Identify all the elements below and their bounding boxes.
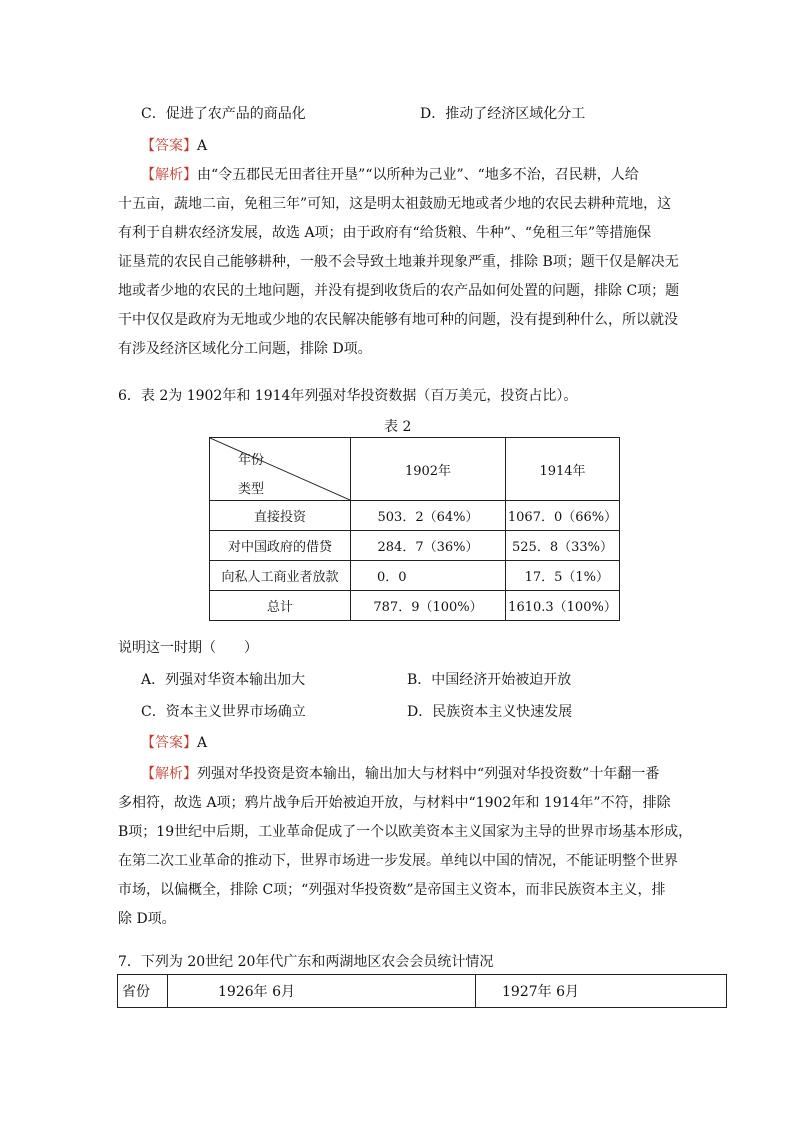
analysis-line: 十五亩，蔬地二亩，免租三年”可知，这是明太祖鼓励无地或者少地的农民去耕种荒地，这 — [118, 196, 672, 212]
q6-question: 说明这一时期（ ） — [118, 640, 258, 656]
header-province: 省份 — [118, 975, 168, 1008]
q6-option-a: A．列强对华资本输出加大 — [141, 672, 306, 688]
analysis-tag: 【解析】 — [141, 766, 197, 782]
q5-option-d: D．推动了经济区域化分工 — [420, 106, 586, 122]
answer-tag: 【答案】 — [141, 735, 197, 751]
row-1902: 0．0 — [351, 561, 506, 591]
header-1914: 1914年 — [506, 438, 620, 501]
q6-option-d: D．民族资本主义快速发展 — [407, 704, 573, 720]
table-row — [210, 501, 620, 531]
row-type: 直接投资 — [210, 501, 351, 531]
row-1914: 17．5（1%） — [506, 561, 620, 591]
q5-answer — [141, 135, 207, 155]
row-1902: 503．2（64%） — [351, 501, 506, 531]
corner-year-label: 年份 — [238, 453, 265, 468]
analysis-line: 干中仅仅是政府为无地或少地的农民解决能够有地可种的问题，没有提到种什么，所以就没 — [118, 312, 678, 328]
answer-value: A — [197, 735, 208, 751]
table-row — [210, 531, 620, 561]
corner-type-label: 类型 — [238, 482, 265, 497]
analysis-line: B项；19世纪中后期，工业革命促成了一个以欧美资本主义国家为主导的世界市场基本形成， — [118, 824, 693, 840]
q5-option-c: C．促进了农产品的商品化 — [141, 106, 306, 122]
table-header-row — [118, 975, 727, 1008]
analysis-tag: 【解析】 — [141, 167, 197, 183]
q6-stem: 6．表 2为 1902年和 1914年列强对华投资数据（百万美元，投资占比）。 — [118, 388, 578, 404]
header-1927: 1927年 6月 — [476, 975, 727, 1008]
table-row — [210, 561, 620, 591]
analysis-line: 有涉及经济区域化分工问题，排除 D项。 — [118, 341, 372, 357]
analysis-line: 证垦荒的农民自己能够耕种，一般不会导致土地兼并现象严重，排除 B项；题干仅是解决无 — [118, 254, 679, 270]
analysis-line: 有利于自耕农经济发展，故选 A项；由于政府有“给货粮、牛种”、“免租三年”等措施保 — [118, 225, 652, 241]
q7-stem: 7．下列为 20世纪 20年代广东和两湖地区农会会员统计情况 — [118, 954, 494, 970]
farmers-association-table — [117, 974, 727, 1008]
analysis-line: 列强对华投资是资本输出，输出加大与材料中“列强对华投资数”十年翻一番 — [197, 766, 660, 782]
analysis-line: 由“令五郡民无田者往开垦”“以所种为己业”、“地多不治，召民耕，人给 — [197, 167, 639, 183]
answer-tag: 【答案】 — [141, 138, 197, 154]
q6-analysis — [118, 760, 693, 934]
analysis-line: 在第二次工业革命的推动下，世界市场进一步发展。单纯以中国的情况，不能证明整个世界 — [118, 853, 678, 869]
q6-answer — [141, 732, 207, 752]
row-1914: 1067．0（66%） — [506, 501, 620, 531]
analysis-line: 地或者少地的农民的土地问题，并没有提到收货后的农产品如何处置的问题，排除 C项；题 — [118, 283, 680, 299]
row-1914: 525．8（33%） — [506, 531, 620, 561]
q6-option-b: B．中国经济开始被迫开放 — [407, 672, 572, 688]
row-1902: 284．7（36%） — [351, 531, 506, 561]
row-type: 总计 — [210, 591, 351, 621]
header-1902: 1902年 — [351, 438, 506, 501]
row-1902: 787．9（100%） — [351, 591, 506, 621]
row-type: 对中国政府的借贷 — [210, 531, 351, 561]
analysis-line: 除 D项。 — [118, 911, 176, 927]
investment-table — [209, 437, 620, 621]
header-1926: 1926年 6月 — [168, 975, 476, 1008]
q6-option-c: C．资本主义世界市场确立 — [141, 704, 306, 720]
row-type: 向私人工商业者放款 — [210, 561, 351, 591]
analysis-line: 多相符，故选 A项；鸦片战争后开始被迫开放，与材料中“1902年和 1914年”不符，排除 — [118, 795, 671, 811]
answer-value: A — [197, 138, 208, 154]
analysis-line: 市场，以偏概全，排除 C项；“列强对华投资数”是帝国主义资本，而非民族资本主义，排 — [118, 882, 666, 898]
row-1914: 1610.3（100%） — [506, 591, 620, 621]
table-corner-cell — [210, 438, 351, 501]
table-row — [210, 591, 620, 621]
q5-analysis — [118, 161, 678, 364]
diagonal-divider — [210, 438, 350, 500]
table-title: 表 2 — [384, 419, 412, 435]
